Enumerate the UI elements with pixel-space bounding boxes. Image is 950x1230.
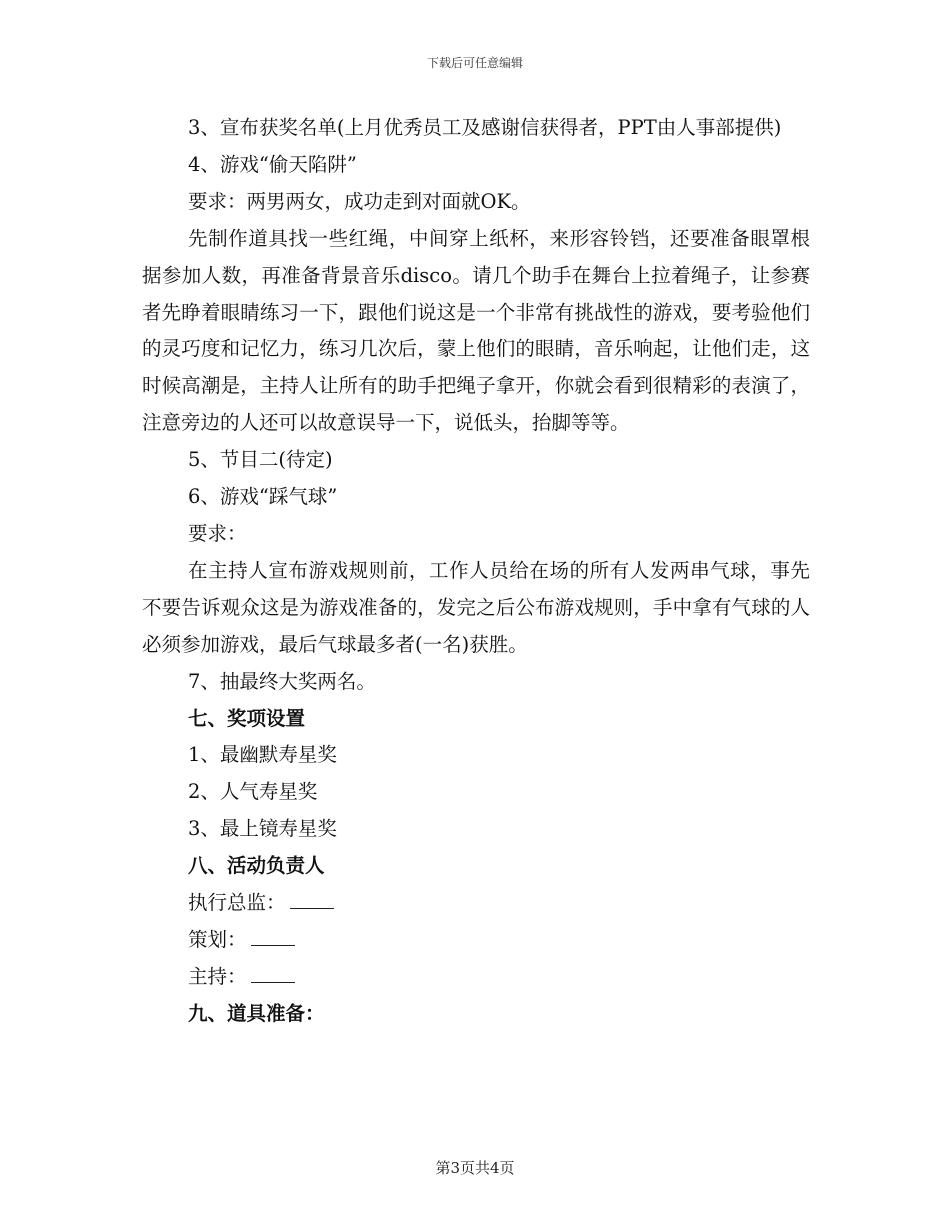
award-1: 1、最幽默寿星奖 [188, 743, 337, 767]
item-6: 6、游戏“踩气球” [188, 485, 338, 509]
role-executive-director [142, 885, 810, 922]
item-7: 7、抽最终大奖两名。 [188, 669, 376, 693]
role-executive-director-label: 执行总监： [188, 891, 286, 915]
award-3: 3、最上镜寿星奖 [188, 817, 337, 841]
item-6-requirement: 要求： [188, 521, 247, 545]
item-4: 4、游戏“偷天陷阱” [188, 152, 357, 176]
role-planner-label: 策划： [188, 927, 247, 951]
section-8-heading: 八、活动负责人 [188, 854, 325, 878]
item-5: 5、节目二(待定) [188, 448, 333, 472]
blank-line [251, 927, 295, 946]
page-footer: 第3页共4页 [435, 1159, 515, 1177]
item-4-description: 先制作道具找一些红绳，中间穿上纸杯，来形容铃铛，还要准备眼罩根据参加人数，再准备背景音乐disco。请几个助手在舞台上拉着绳子，让参赛者先睁着眼睛练习一下，跟他们说这是一个非常有挑战性的游戏，要考验他们的灵巧度和记忆力，练习几次后，蒙上他们的眼睛，音乐响起，让他们走，这时候高潮是，主持人让所有的助手把绳子拿开，你就会看到很精彩的表演了，注意旁边的人还可以故意误导一下，说低头，抬脚等等。 [142, 226, 810, 435]
role-planner [142, 922, 810, 959]
blank-line [290, 890, 334, 909]
item-6-description: 在主持人宣布游戏规则前，工作人员给在场的所有人发两串气球，事先不要告诉观众这是为游戏准备的，发完之后公布游戏规则，手中拿有气球的人必须参加游戏，最后气球最多者(一名)获胜。 [142, 558, 810, 656]
blank-line [251, 964, 295, 983]
section-7-heading: 七、奖项设置 [188, 706, 306, 730]
section-9-heading: 九、道具准备： [188, 1001, 325, 1025]
role-host-label: 主持： [188, 964, 247, 988]
document-body [142, 110, 810, 1033]
item-4-requirement: 要求：两男两女，成功走到对面就OK。 [188, 189, 531, 213]
item-3: 3、宣布获奖名单(上月优秀员工及感谢信获得者，PPT由人事部提供) [188, 116, 782, 139]
page-header: 下载后可任意编辑 [426, 56, 523, 70]
role-host [142, 959, 810, 996]
award-2: 2、人气寿星奖 [188, 780, 318, 804]
